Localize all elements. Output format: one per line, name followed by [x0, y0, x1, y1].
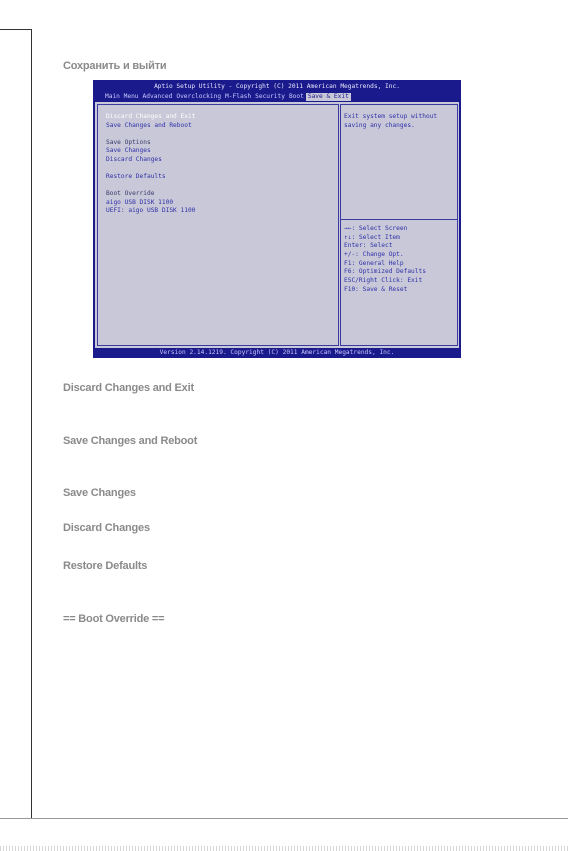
key-esc-exit: ESC/Right Click: Exit: [344, 277, 423, 284]
bios-tab-boot[interactable]: Boot: [288, 93, 304, 100]
heading-save-changes-reboot: Save Changes and Reboot: [63, 435, 198, 447]
heading-restore-defaults: Restore Defaults: [63, 560, 148, 572]
help-text-line-1: Exit system setup without: [344, 113, 438, 120]
key-select-item: ↑↓: Select Item: [344, 234, 400, 241]
bios-tab-main-menu[interactable]: Main Menu: [105, 93, 139, 100]
menu-discard-changes-exit[interactable]: Discard Changes and Exit: [106, 113, 196, 120]
bios-title: Aptio Setup Utility - Copyright (C) 2011 American Megatrends, Inc.: [154, 83, 400, 90]
menu-boot-override-label: Boot Override: [106, 190, 155, 197]
bios-version: Version 2.14.1219. Copyright (C) 2011 American Megatrends, Inc.: [159, 349, 395, 356]
bios-tab-security[interactable]: Security: [255, 93, 285, 100]
help-divider: [341, 219, 457, 220]
menu-boot-device-2[interactable]: UEFI: aigo USB DISK 1100: [106, 207, 196, 214]
heading-boot-override: == Boot Override ==: [63, 613, 165, 625]
bios-screenshot: [93, 80, 461, 358]
menu-save-changes-reboot[interactable]: Save Changes and Reboot: [106, 122, 192, 129]
key-general-help: F1: General Help: [344, 260, 404, 267]
menu-restore-defaults[interactable]: Restore Defaults: [106, 173, 166, 180]
page-bottom-ticks: [0, 846, 568, 851]
bios-menu-panel: [97, 104, 339, 346]
bios-tab-m-flash[interactable]: M-Flash: [225, 93, 252, 100]
heading-save-changes: Save Changes: [63, 487, 136, 499]
menu-save-options-label: Save Options: [106, 139, 151, 146]
page-corner-top: [0, 29, 31, 30]
help-text-line-2: saving any changes.: [344, 122, 415, 129]
menu-boot-device-1[interactable]: aigo USB DISK 1100: [106, 199, 174, 206]
key-change-opt: +/-: Change Opt.: [344, 251, 404, 258]
page-margin-line: [31, 29, 32, 819]
bios-tab-overclocking[interactable]: Overclocking: [176, 93, 222, 100]
section-title: Сохранить и выйти: [63, 60, 167, 72]
bios-tab-bar: [103, 93, 351, 101]
bios-body: [95, 102, 459, 348]
key-save-reset: F10: Save & Reset: [344, 286, 408, 293]
key-enter-select: Enter: Select: [344, 242, 393, 249]
bios-help-panel: [340, 104, 458, 346]
heading-discard-changes-exit: Discard Changes and Exit: [63, 382, 194, 394]
heading-discard-changes: Discard Changes: [63, 522, 150, 534]
key-select-screen: →←: Select Screen: [344, 225, 408, 232]
menu-discard-changes[interactable]: Discard Changes: [106, 156, 162, 163]
menu-save-changes[interactable]: Save Changes: [106, 147, 151, 154]
bios-tab-advanced[interactable]: Advanced: [142, 93, 173, 100]
bios-tab-save-exit[interactable]: Save & Exit: [307, 93, 349, 100]
page-bottom-rule: [0, 818, 568, 819]
key-optimized-defaults: F6: Optimized Defaults: [344, 268, 426, 275]
